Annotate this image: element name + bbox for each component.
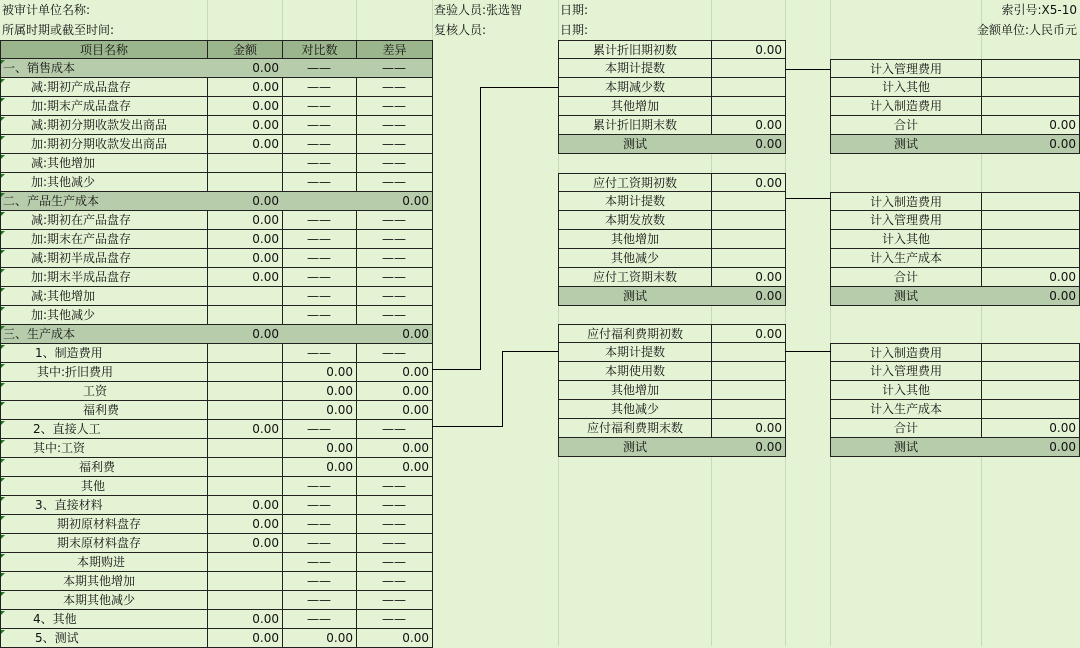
table-row-diff[interactable]: —— — [356, 306, 433, 325]
block-row-label[interactable]: 应付工资期初数 — [558, 173, 712, 192]
table-row-amount[interactable]: 0.00 — [207, 135, 283, 154]
table-row-name[interactable]: 福利费 — [0, 401, 208, 420]
block-row-value[interactable]: 0.00 — [711, 419, 786, 438]
table-row-compare[interactable] — [282, 192, 357, 211]
table-row-name[interactable]: 加:期末在产品盘存 — [0, 230, 208, 249]
table-row-amount[interactable]: 0.00 — [207, 78, 283, 97]
block-row-label[interactable]: 其他增加 — [558, 97, 712, 116]
table-row-amount[interactable]: 0.00 — [207, 211, 283, 230]
cell-marker-icon — [1, 478, 5, 482]
alloc-row-label[interactable]: 计入其他 — [830, 381, 982, 400]
table-row-compare[interactable]: —— — [282, 97, 357, 116]
cell-marker-icon — [1, 459, 5, 463]
cell-marker-icon — [1, 611, 5, 615]
table-row-diff[interactable]: 0.00 — [356, 629, 433, 648]
alloc-row-label[interactable]: 合计 — [830, 419, 982, 438]
table-row-compare[interactable]: —— — [282, 496, 357, 515]
alloc-row-label[interactable]: 计入其他 — [830, 230, 982, 249]
block-row-label[interactable]: 测试 — [558, 135, 712, 154]
table-row-diff[interactable]: —— — [356, 268, 433, 287]
table-row-compare[interactable]: —— — [282, 515, 357, 534]
table-row-diff[interactable]: —— — [356, 116, 433, 135]
table-row-compare[interactable]: 0.00 — [282, 401, 357, 420]
alloc-row-label[interactable]: 合计 — [830, 268, 982, 287]
table-row-compare[interactable]: —— — [282, 420, 357, 439]
column-header[interactable]: 金额 — [207, 40, 283, 59]
cell-marker-icon — [1, 288, 5, 292]
table-row-amount[interactable]: 0.00 — [207, 59, 283, 78]
block-row-label[interactable]: 应付福利费期初数 — [558, 324, 712, 343]
table-row-name[interactable]: 减:其他增加 — [0, 154, 208, 173]
cell-marker-icon — [1, 79, 5, 83]
table-row-amount[interactable]: 0.00 — [207, 420, 283, 439]
table-row-amount[interactable] — [207, 553, 283, 572]
cell-marker-icon — [1, 136, 5, 140]
block-row-value[interactable]: 0.00 — [711, 135, 786, 154]
block-row-value[interactable] — [711, 400, 786, 419]
table-row-name[interactable]: 1、制造费用 — [0, 344, 208, 363]
alloc-row-value[interactable]: 0.00 — [981, 135, 1080, 154]
table-row-amount[interactable] — [207, 458, 283, 477]
cell-marker-icon — [1, 345, 5, 349]
table-row-amount[interactable] — [207, 173, 283, 192]
table-row-amount[interactable]: 0.00 — [207, 249, 283, 268]
table-row-amount[interactable] — [207, 154, 283, 173]
table-row-name[interactable]: 减:期初在产品盘存 — [0, 211, 208, 230]
table-row-diff[interactable]: —— — [356, 496, 433, 515]
cell-marker-icon — [1, 307, 5, 311]
inspector-label: 查验人员:张选智 — [434, 3, 523, 17]
alloc-row-label[interactable]: 计入生产成本 — [830, 400, 982, 419]
block-row-value[interactable]: 0.00 — [711, 324, 786, 343]
table-row-amount[interactable] — [207, 344, 283, 363]
table-row-compare[interactable]: —— — [282, 173, 357, 192]
index-number: 索引号:X5-10 — [1001, 3, 1077, 17]
table-row-diff[interactable]: —— — [356, 420, 433, 439]
table-row-amount[interactable] — [207, 363, 283, 382]
block-row-label[interactable]: 测试 — [558, 438, 712, 457]
table-row-diff[interactable]: —— — [356, 154, 433, 173]
cell-marker-icon — [1, 440, 5, 444]
cell-marker-icon — [1, 212, 5, 216]
table-row-name[interactable]: 加:期末产成品盘存 — [0, 97, 208, 116]
table-row-name[interactable]: 期初原材料盘存 — [0, 515, 208, 534]
block-row-label[interactable]: 其他增加 — [558, 230, 712, 249]
table-row-diff[interactable]: —— — [356, 344, 433, 363]
cell-marker-icon — [1, 421, 5, 425]
table-row-diff[interactable]: 0.00 — [356, 439, 433, 458]
table-row-compare[interactable]: 0.00 — [282, 458, 357, 477]
alloc-row-value[interactable] — [981, 211, 1080, 230]
alloc-row-value[interactable]: 0.00 — [981, 116, 1080, 135]
table-row-diff[interactable]: —— — [356, 78, 433, 97]
alloc-row-value[interactable] — [981, 97, 1080, 116]
cell-marker-icon — [1, 231, 5, 235]
table-row-compare[interactable]: —— — [282, 230, 357, 249]
table-row-amount[interactable] — [207, 306, 283, 325]
table-row-name[interactable]: 三、生产成本 — [0, 325, 208, 344]
block-row-value[interactable] — [711, 59, 786, 78]
table-row-amount[interactable]: 0.00 — [207, 97, 283, 116]
table-row-amount[interactable]: 0.00 — [207, 534, 283, 553]
reviewer-label: 复核人员: — [434, 23, 487, 37]
audited-unit-label: 被审计单位名称: — [2, 3, 91, 17]
alloc-row-value[interactable]: 0.00 — [981, 438, 1080, 457]
table-row-amount[interactable]: 0.00 — [207, 610, 283, 629]
table-row-diff[interactable]: —— — [356, 534, 433, 553]
alloc-row-value[interactable] — [981, 249, 1080, 268]
alloc-row-label[interactable]: 计入制造费用 — [830, 192, 982, 211]
alloc-row-value[interactable] — [981, 192, 1080, 211]
table-row-diff[interactable]: —— — [356, 59, 433, 78]
table-row-compare[interactable]: —— — [282, 59, 357, 78]
table-row-diff[interactable]: —— — [356, 249, 433, 268]
cell-marker-icon — [1, 174, 5, 178]
alloc-row-label[interactable]: 测试 — [830, 135, 982, 154]
cell-marker-icon — [1, 497, 5, 501]
table-row-name[interactable]: 工资 — [0, 382, 208, 401]
alloc-row-label[interactable]: 计入管理费用 — [830, 362, 982, 381]
table-row-compare[interactable]: —— — [282, 534, 357, 553]
block-row-label[interactable]: 本期使用数 — [558, 362, 712, 381]
table-row-amount[interactable]: 0.00 — [207, 325, 283, 344]
table-row-compare[interactable]: —— — [282, 477, 357, 496]
table-row-name[interactable]: 加:其他减少 — [0, 306, 208, 325]
table-row-diff[interactable]: 0.00 — [356, 325, 433, 344]
cell-marker-icon — [1, 592, 5, 596]
alloc-row-value[interactable] — [981, 362, 1080, 381]
cell-marker-icon — [1, 326, 5, 330]
table-row-name[interactable]: 其他 — [0, 477, 208, 496]
cell-marker-icon — [1, 155, 5, 159]
table-row-name[interactable]: 减:期初产成品盘存 — [0, 78, 208, 97]
currency-unit: 金额单位:人民币元 — [976, 23, 1077, 37]
table-row-name[interactable]: 3、直接材料 — [0, 496, 208, 515]
block-row-label[interactable]: 本期减少数 — [558, 78, 712, 97]
table-row-diff[interactable]: 0.00 — [356, 192, 433, 211]
table-row-name[interactable]: 减:其他增加 — [0, 287, 208, 306]
cell-marker-icon — [1, 250, 5, 254]
table-row-compare[interactable]: —— — [282, 591, 357, 610]
table-row-compare[interactable] — [282, 325, 357, 344]
block-row-label[interactable]: 累计折旧期末数 — [558, 116, 712, 135]
table-row-name[interactable]: 加:其他减少 — [0, 173, 208, 192]
table-row-diff[interactable]: —— — [356, 97, 433, 116]
table-row-diff[interactable]: 0.00 — [356, 458, 433, 477]
block-row-label[interactable]: 测试 — [558, 287, 712, 306]
table-row-compare[interactable]: —— — [282, 268, 357, 287]
cell-marker-icon — [1, 269, 5, 273]
block-row-label[interactable]: 应付工资期末数 — [558, 268, 712, 287]
table-row-amount[interactable]: 0.00 — [207, 496, 283, 515]
alloc-row-label[interactable]: 计入管理费用 — [830, 211, 982, 230]
block-row-value[interactable]: 0.00 — [711, 438, 786, 457]
block-row-value[interactable] — [711, 78, 786, 97]
table-row-diff[interactable]: —— — [356, 572, 433, 591]
block-row-value[interactable] — [711, 97, 786, 116]
alloc-row-label[interactable]: 测试 — [830, 287, 982, 306]
alloc-row-label[interactable]: 合计 — [830, 116, 982, 135]
cell-marker-icon — [1, 402, 5, 406]
cell-marker-icon — [1, 573, 5, 577]
table-row-compare[interactable]: 0.00 — [282, 382, 357, 401]
alloc-row-value[interactable] — [981, 230, 1080, 249]
block-row-label[interactable]: 本期发放数 — [558, 211, 712, 230]
table-row-name[interactable]: 加:期初分期收款发出商品 — [0, 135, 208, 154]
table-row-compare[interactable]: —— — [282, 78, 357, 97]
table-row-name[interactable]: 福利费 — [0, 458, 208, 477]
block-row-label[interactable]: 本期计提数 — [558, 192, 712, 211]
table-row-name[interactable]: 一、销售成本 — [0, 59, 208, 78]
table-row-name[interactable]: 其中:折旧费用 — [0, 363, 208, 382]
block-row-value[interactable] — [711, 230, 786, 249]
block-row-label[interactable]: 本期计提数 — [558, 343, 712, 362]
table-row-diff[interactable]: —— — [356, 610, 433, 629]
table-row-compare[interactable]: —— — [282, 211, 357, 230]
table-row-compare[interactable]: 0.00 — [282, 439, 357, 458]
table-row-name[interactable]: 本期其他减少 — [0, 591, 208, 610]
table-row-amount[interactable] — [207, 401, 283, 420]
cell-marker-icon — [1, 630, 5, 634]
table-row-name[interactable]: 期末原材料盘存 — [0, 534, 208, 553]
table-row-diff[interactable]: —— — [356, 230, 433, 249]
block-row-value[interactable]: 0.00 — [711, 40, 786, 59]
table-row-amount[interactable]: 0.00 — [207, 629, 283, 648]
column-header[interactable]: 差异 — [356, 40, 433, 59]
table-row-diff[interactable]: 0.00 — [356, 382, 433, 401]
table-row-compare[interactable]: —— — [282, 287, 357, 306]
table-row-compare[interactable]: —— — [282, 572, 357, 591]
alloc-row-label[interactable]: 计入制造费用 — [830, 97, 982, 116]
table-row-name[interactable]: 4、其他 — [0, 610, 208, 629]
table-row-amount[interactable]: 0.00 — [207, 116, 283, 135]
table-row-name[interactable]: 2、直接人工 — [0, 420, 208, 439]
column-header[interactable]: 项目名称 — [0, 40, 208, 59]
table-row-compare[interactable]: —— — [282, 610, 357, 629]
block-row-value[interactable] — [711, 362, 786, 381]
alloc-row-value[interactable] — [981, 381, 1080, 400]
table-row-diff[interactable]: —— — [356, 515, 433, 534]
alloc-row-value[interactable]: 0.00 — [981, 287, 1080, 306]
alloc-row-value[interactable] — [981, 343, 1080, 362]
block-row-label[interactable]: 其他增加 — [558, 381, 712, 400]
table-row-diff[interactable]: 0.00 — [356, 401, 433, 420]
table-row-diff[interactable]: —— — [356, 135, 433, 154]
block-row-label[interactable]: 本期计提数 — [558, 59, 712, 78]
column-header[interactable]: 对比数 — [282, 40, 357, 59]
cell-marker-icon — [1, 364, 5, 368]
block-row-value[interactable] — [711, 211, 786, 230]
table-row-compare[interactable]: 0.00 — [282, 629, 357, 648]
table-row-compare[interactable]: —— — [282, 135, 357, 154]
table-row-name[interactable]: 5、测试 — [0, 629, 208, 648]
table-row-amount[interactable] — [207, 572, 283, 591]
table-row-amount[interactable] — [207, 382, 283, 401]
table-row-diff[interactable]: —— — [356, 211, 433, 230]
table-row-name[interactable]: 减:期初分期收款发出商品 — [0, 116, 208, 135]
table-row-amount[interactable] — [207, 591, 283, 610]
block-row-value[interactable] — [711, 343, 786, 362]
table-row-diff[interactable]: —— — [356, 287, 433, 306]
date-label-2: 日期: — [560, 23, 589, 37]
block-row-label[interactable]: 应付福利费期末数 — [558, 419, 712, 438]
block-row-label[interactable]: 累计折旧期初数 — [558, 40, 712, 59]
table-row-name[interactable]: 减:期初半成品盘存 — [0, 249, 208, 268]
table-row-name[interactable]: 二、产品生产成本 — [0, 192, 208, 211]
cell-marker-icon — [1, 60, 5, 64]
block-row-value[interactable] — [711, 192, 786, 211]
table-row-amount[interactable]: 0.00 — [207, 268, 283, 287]
block-row-value[interactable]: 0.00 — [711, 268, 786, 287]
table-row-amount[interactable]: 0.00 — [207, 230, 283, 249]
block-row-value[interactable] — [711, 381, 786, 400]
cell-marker-icon — [1, 535, 5, 539]
block-row-value[interactable]: 0.00 — [711, 116, 786, 135]
table-row-compare[interactable]: —— — [282, 154, 357, 173]
table-row-compare[interactable]: 0.00 — [282, 363, 357, 382]
table-row-compare[interactable]: —— — [282, 344, 357, 363]
cell-marker-icon — [1, 117, 5, 121]
alloc-row-value[interactable] — [981, 59, 1080, 78]
alloc-row-value[interactable]: 0.00 — [981, 419, 1080, 438]
table-row-compare[interactable]: —— — [282, 116, 357, 135]
alloc-row-label[interactable]: 测试 — [830, 438, 982, 457]
table-row-amount[interactable]: 0.00 — [207, 515, 283, 534]
table-row-name[interactable]: 其中:工资 — [0, 439, 208, 458]
table-row-compare[interactable]: —— — [282, 249, 357, 268]
table-row-compare[interactable]: —— — [282, 306, 357, 325]
block-row-label[interactable]: 其他减少 — [558, 249, 712, 268]
alloc-row-value[interactable]: 0.00 — [981, 268, 1080, 287]
table-row-amount[interactable] — [207, 439, 283, 458]
table-row-diff[interactable]: —— — [356, 553, 433, 572]
table-row-name[interactable]: 本期购进 — [0, 553, 208, 572]
table-row-diff[interactable]: 0.00 — [356, 363, 433, 382]
cell-marker-icon — [1, 516, 5, 520]
table-row-compare[interactable]: —— — [282, 553, 357, 572]
block-row-value[interactable]: 0.00 — [711, 287, 786, 306]
alloc-row-label[interactable]: 计入生产成本 — [830, 249, 982, 268]
alloc-row-label[interactable]: 计入管理费用 — [830, 59, 982, 78]
table-row-name[interactable]: 加:期末半成品盘存 — [0, 268, 208, 287]
table-row-amount[interactable] — [207, 477, 283, 496]
block-row-value[interactable]: 0.00 — [711, 173, 786, 192]
block-row-label[interactable]: 其他减少 — [558, 400, 712, 419]
table-row-diff[interactable]: —— — [356, 173, 433, 192]
alloc-row-value[interactable] — [981, 400, 1080, 419]
table-row-amount[interactable]: 0.00 — [207, 192, 283, 211]
date-label-1: 日期: — [560, 3, 589, 17]
cell-marker-icon — [1, 554, 5, 558]
cell-marker-icon — [1, 193, 5, 197]
table-row-name[interactable]: 本期其他增加 — [0, 572, 208, 591]
cell-marker-icon — [1, 383, 5, 387]
table-row-diff[interactable]: —— — [356, 591, 433, 610]
alloc-row-label[interactable]: 计入其他 — [830, 78, 982, 97]
table-row-amount[interactable] — [207, 287, 283, 306]
period-label: 所属时期或截至时间: — [2, 23, 115, 37]
table-row-diff[interactable]: —— — [356, 477, 433, 496]
alloc-row-label[interactable]: 计入制造费用 — [830, 343, 982, 362]
block-row-value[interactable] — [711, 249, 786, 268]
alloc-row-value[interactable] — [981, 78, 1080, 97]
cell-marker-icon — [1, 98, 5, 102]
